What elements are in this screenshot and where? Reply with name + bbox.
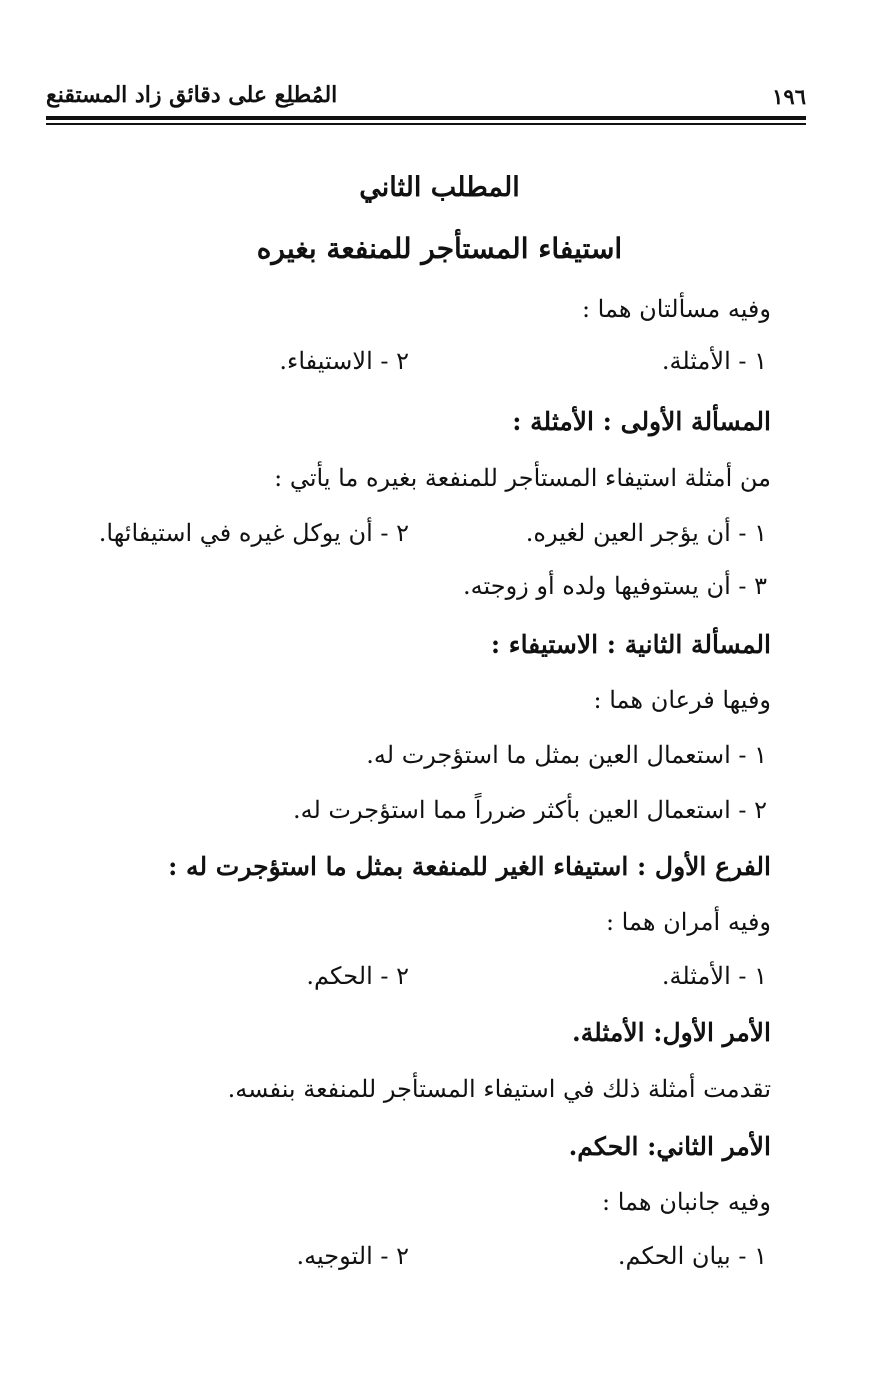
list-item: ٢ - الحكم.: [306, 962, 409, 990]
list-item: ١ - الأمثلة.: [661, 962, 767, 990]
list-item: ٢ - الاستيفاء.: [279, 347, 409, 375]
list-item: ٣ - أن يستوفيها ولده أو زوجته.: [463, 572, 767, 600]
page-number: ١٩٦: [772, 84, 806, 109]
header-rule-thick: [46, 116, 806, 120]
header-rule-thin: [46, 123, 806, 125]
list-item: ١ - بيان الحكم.: [617, 1242, 767, 1270]
issue-heading: المسألة الثانية : الاستيفاء :: [490, 630, 771, 659]
issue-heading: المسألة الأولى : الأمثلة :: [512, 407, 771, 436]
page-header: [46, 80, 806, 110]
paragraph: وفيه أمران هما :: [605, 908, 771, 936]
subsection-heading: الأمر الثاني: الحكم.: [568, 1132, 771, 1161]
paragraph: وفيها فرعان هما :: [593, 686, 771, 714]
list-item: ٢ - استعمال العين بأكثر ضرراً مما استؤجرت له.: [292, 796, 767, 824]
list-item: ١ - استعمال العين بمثل ما استؤجرت له.: [366, 741, 767, 769]
paragraph: من أمثلة استيفاء المستأجر للمنفعة بغيره ما يأتي :: [274, 464, 771, 492]
running-title: المُطلِع على دقائق زاد المستقنع: [46, 82, 338, 108]
paragraph: وفيه جانبان هما :: [602, 1188, 771, 1216]
subsection-heading: الأمر الأول: الأمثلة.: [572, 1018, 771, 1047]
list-item: ٢ - أن يوكل غيره في استيفائها.: [98, 519, 409, 547]
list-item: ١ - الأمثلة.: [661, 347, 767, 375]
list-item: ٢ - التوجيه.: [296, 1242, 409, 1270]
intro-line: وفيه مسألتان هما :: [581, 295, 771, 323]
paragraph: تقدمت أمثلة ذلك في استيفاء المستأجر للمنفعة بنفسه.: [227, 1075, 771, 1103]
list-item: ١ - أن يؤجر العين لغيره.: [525, 519, 767, 547]
section-heading: المطلب الثاني: [359, 172, 520, 203]
branch-heading: الفرع الأول : استيفاء الغير للمنفعة بمثل ما استؤجرت له :: [168, 852, 771, 881]
section-subheading: استيفاء المستأجر للمنفعة بغيره: [256, 232, 623, 265]
